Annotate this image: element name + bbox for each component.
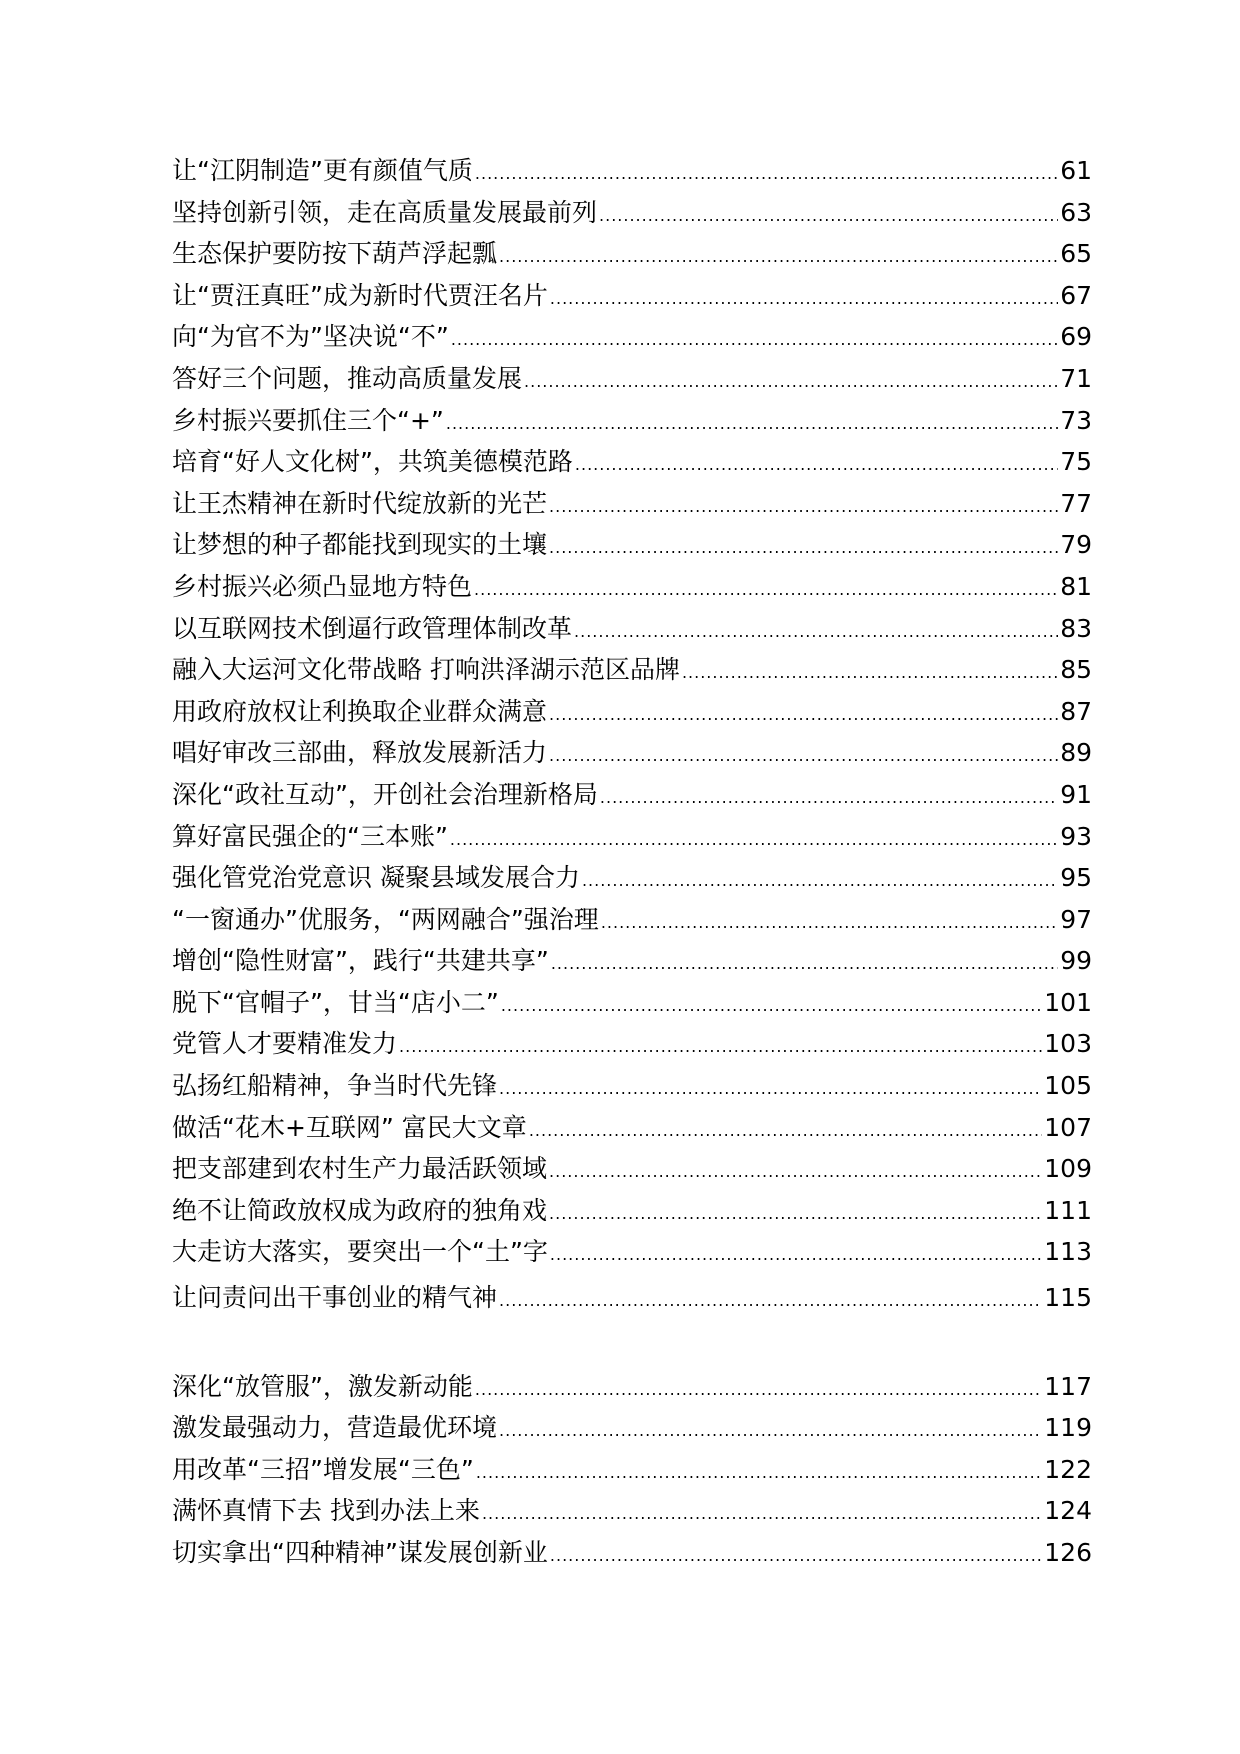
toc-entry[interactable] [172,774,1092,816]
toc-entry-page: 107 [1044,1112,1092,1142]
toc-dot-leader [682,652,1058,694]
toc-dot-leader [474,569,1058,611]
toc-entry[interactable] [172,816,1092,858]
toc-entry-title: “一窗通办”优服务，“两网融合”强治理 [172,904,599,934]
toc-entry-title: 激发最强动力，营造最优环境 [172,1413,498,1443]
toc-entry[interactable] [172,1190,1092,1232]
toc-entry-title: 弘扬红船精神，争当时代先锋 [172,1071,498,1101]
toc-dot-leader [475,1369,1042,1411]
toc-entry[interactable] [172,1366,1092,1408]
toc-dot-leader [399,1026,1042,1068]
toc-entry-page: 75 [1060,447,1092,477]
toc-entry-page: 119 [1044,1413,1092,1443]
toc-entry-title: 唱好审改三部曲，释放发展新活力 [172,738,548,768]
toc-entry[interactable] [172,1407,1092,1449]
toc-entry-page: 89 [1060,738,1092,768]
toc-entry[interactable] [172,1107,1092,1149]
toc-entry[interactable] [172,982,1092,1024]
toc-entry-title: 切实拿出“四种精神”谋发展创新业 [172,1538,548,1567]
toc-entry-title: 让“江阴制造”更有颜值气质 [172,156,473,185]
toc-entry-title: 党管人才要精准发力 [172,1029,398,1059]
toc-dot-leader [575,444,1058,486]
toc-entry-page: 93 [1060,821,1092,851]
toc-entry-page: 77 [1060,488,1092,518]
toc-entry[interactable] [172,400,1092,442]
toc-dot-leader [501,985,1042,1027]
toc-entry-title: 用改革“三招”增发展“三色” [172,1454,474,1484]
toc-entry[interactable] [172,1490,1092,1532]
table-of-contents [172,150,1092,1574]
toc-entry-page: 99 [1060,946,1092,976]
toc-entry-page: 109 [1044,1154,1092,1184]
toc-entry[interactable] [172,1148,1092,1190]
toc-entry[interactable] [172,358,1092,400]
toc-entry[interactable] [172,732,1092,774]
toc-entry-title: 以互联网技术倒逼行政管理体制改革 [172,613,573,643]
toc-entry-title: 让“贾汪真旺”成为新时代贾汪名片 [172,280,548,310]
toc-entry[interactable] [172,150,1092,192]
toc-entry[interactable] [172,524,1092,566]
toc-entry-title: 向“为官不为”坚决说“不” [172,322,449,352]
toc-dot-leader [499,1280,1042,1322]
toc-dot-leader [524,361,1058,403]
toc-dot-leader [599,195,1058,237]
toc-entry[interactable] [172,275,1092,317]
toc-dot-leader [600,777,1058,819]
toc-entry-page: 81 [1060,571,1092,601]
toc-dot-leader [549,527,1058,569]
toc-dot-leader [450,819,1058,861]
toc-entry[interactable] [172,1023,1092,1065]
toc-entry-title: 算好富民强企的“三本账” [172,821,448,851]
toc-entry[interactable] [172,899,1092,941]
toc-dot-leader [475,153,1058,195]
toc-entry-page: 61 [1060,156,1092,185]
toc-dot-leader [550,1234,1042,1276]
toc-entry-page: 126 [1044,1538,1092,1567]
toc-entry-title: 让王杰精神在新时代绽放新的光芒 [172,488,548,518]
toc-entry-title: 强化管党治党意识 凝聚县域发展合力 [172,863,580,893]
toc-entry-title: 深化“放管服”，激发新动能 [172,1371,473,1401]
toc-dot-leader [446,403,1058,445]
toc-entry[interactable] [172,1065,1092,1107]
toc-entry-page: 83 [1060,613,1092,643]
toc-entry-page: 85 [1060,655,1092,685]
toc-entry-page: 95 [1060,863,1092,893]
toc-dot-leader [549,486,1058,528]
toc-entry-page: 103 [1044,1029,1092,1059]
toc-entry[interactable] [172,566,1092,608]
toc-entry-page: 122 [1044,1454,1092,1484]
toc-entry-title: 融入大运河文化带战略 打响洪泽湖示范区品牌 [172,655,680,685]
toc-entry-title: 乡村振兴要抓住三个“+” [172,405,444,435]
toc-entry-page: 65 [1060,239,1092,269]
toc-entry-title: 增创“隐性财富”，践行“共建共享” [172,946,549,976]
toc-entry[interactable] [172,1449,1092,1491]
toc-dot-leader [549,1193,1042,1235]
toc-entry[interactable] [172,1277,1092,1319]
toc-dot-leader [451,319,1058,361]
toc-entry-page: 79 [1060,530,1092,560]
toc-entry[interactable] [172,691,1092,733]
toc-dot-leader [550,278,1058,320]
toc-entry-page: 101 [1044,987,1092,1017]
toc-entry-page: 105 [1044,1071,1092,1101]
toc-entry-title: 脱下“官帽子”，甘当“店小二” [172,987,499,1017]
toc-entry-page: 115 [1044,1283,1092,1313]
toc-entry[interactable] [172,233,1092,275]
toc-dot-leader [582,860,1058,902]
toc-entry-title: 乡村振兴必须凸显地方特色 [172,571,473,601]
toc-entry[interactable] [172,441,1092,483]
toc-entry-title: 做活“花木+互联网” 富民大文章 [172,1112,527,1142]
toc-entry-title: 满怀真情下去 找到办法上来 [172,1496,480,1526]
toc-entry-page: 87 [1060,696,1092,726]
toc-entry-title: 用政府放权让利换取企业群众满意 [172,696,548,726]
toc-entry-title: 大走访大落实，要突出一个“土”字 [172,1237,548,1267]
toc-dot-leader [499,1410,1042,1452]
toc-entry-title: 答好三个问题，推动高质量发展 [172,363,523,393]
toc-dot-leader [549,694,1058,736]
toc-entry[interactable] [172,857,1092,899]
toc-entry-title: 把支部建到农村生产力最活跃领域 [172,1154,548,1184]
toc-entry-page: 117 [1044,1371,1092,1401]
toc-entry-page: 69 [1060,322,1092,352]
toc-dot-leader [549,735,1058,777]
toc-entry-title: 绝不让简政放权成为政府的独角戏 [172,1195,548,1225]
toc-entry[interactable] [172,649,1092,691]
toc-dot-leader [499,1068,1042,1110]
toc-entry[interactable] [172,1231,1092,1273]
toc-entry-title: 培育“好人文化树”，共筑美德模范路 [172,447,573,477]
toc-entry-page: 124 [1044,1496,1092,1526]
toc-entry-page: 73 [1060,405,1092,435]
toc-entry-title: 让梦想的种子都能找到现实的土壤 [172,530,548,560]
toc-entry-page: 111 [1044,1195,1092,1225]
toc-entry-title: 坚持创新引领，走在高质量发展最前列 [172,197,598,227]
toc-dot-leader [551,943,1058,985]
toc-entry-page: 67 [1060,280,1092,310]
toc-entry-title: 生态保护要防按下葫芦浮起瓢 [172,239,498,269]
toc-dot-leader [482,1493,1042,1535]
toc-entry-title: 让问责问出干事创业的精气神 [172,1283,498,1313]
toc-dot-leader [529,1110,1042,1152]
toc-entry[interactable] [172,940,1092,982]
toc-entry-page: 71 [1060,363,1092,393]
toc-dot-leader [601,902,1058,944]
toc-dot-leader [574,611,1058,653]
toc-entry-title: 深化“政社互动”，开创社会治理新格局 [172,779,598,809]
toc-entry[interactable] [172,192,1092,234]
toc-entry-page: 91 [1060,779,1092,809]
toc-entry[interactable] [172,316,1092,358]
toc-dot-leader [549,1151,1042,1193]
toc-entry-page: 63 [1060,197,1092,227]
toc-entry-page: 97 [1060,904,1092,934]
toc-dot-leader [476,1452,1042,1494]
toc-entry[interactable] [172,1532,1092,1574]
toc-entry[interactable] [172,608,1092,650]
toc-entry-page: 113 [1044,1237,1092,1267]
toc-dot-leader [550,1535,1042,1577]
toc-dot-leader [499,236,1058,278]
toc-entry[interactable] [172,483,1092,525]
